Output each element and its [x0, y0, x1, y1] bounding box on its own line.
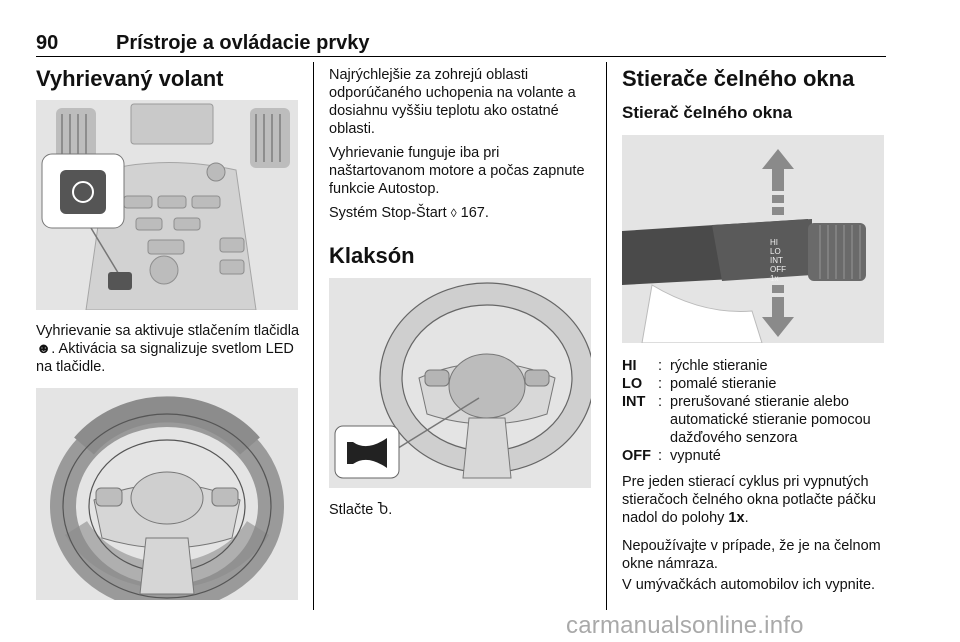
wiper-stalk-figure [622, 135, 884, 343]
header-rule [36, 56, 886, 57]
heated-wheel-paragraph-2: Najrýchlejšie za zohrejú oblasti odporúčaného uchopenia na volante a dosiahnu vyššiu teplotu ako ostatné oblasti. [329, 67, 576, 137]
watermark: carmanualsonline.info [566, 612, 804, 639]
heated-wheel-paragraph-3: Vyhrievanie funguje iba pri naštartovanom motore a počas zapnute funkcie Autostop. [329, 145, 585, 197]
chapter-title: Prístroje a ovládacie prvky [116, 32, 370, 54]
heated-wheel-paragraph-1: Vyhrievanie sa aktivuje stlačením tlačidla ☻. Aktivácia sa signalizuje svetlom LED na tlačidle. [36, 323, 300, 375]
stop-start-reference: Systém Stop-Štart ◊ 167. [329, 205, 489, 221]
wipers-paragraph-3: V umývačkách automobilov ich vypnite. [622, 577, 876, 593]
stalk-label-lo: LO [770, 247, 781, 256]
wipers-title: Stierače čelného okna [622, 66, 855, 91]
heated-wheel-figure [36, 388, 298, 600]
stalk-label-1x: 1x [770, 274, 779, 283]
horn-title: Klaksón [329, 243, 415, 268]
wipers-paragraph-1: Pre jeden stierací cyklus pri vypnutých stieračoch čelného okna potlačte páčku nadol do polohy 1x. [622, 474, 876, 526]
wiper-positions-list [622, 357, 892, 465]
stalk-label-hi: HI [770, 238, 778, 247]
wipers-subtitle: Stierač čelného okna [622, 103, 793, 122]
definition-row: LO : pomalé stieranie [622, 376, 777, 392]
column-divider-left [313, 62, 314, 610]
column-divider-right [606, 62, 607, 610]
page-reference-icon: ◊ [450, 206, 457, 220]
definition-row: INT : prerušované stieranie alebo automatické stieranie pomocou dažďového senzora [622, 394, 871, 446]
dashboard-button-figure [36, 100, 298, 310]
definition-row: OFF : vypnuté [622, 448, 721, 464]
horn-instruction: Stlačte Ⴆ. [329, 502, 393, 518]
heated-wheel-icon: ☻ [36, 341, 52, 357]
stalk-label-int: INT [770, 256, 783, 265]
horn-icon: Ⴆ [377, 502, 389, 518]
definition-row: HI : rýchle stieranie [622, 358, 768, 374]
heated-wheel-title: Vyhrievaný volant [36, 66, 224, 91]
page-number: 90 [36, 32, 59, 54]
stalk-label-off: OFF [770, 265, 786, 274]
wipers-paragraph-2: Nepoužívajte v prípade, že je na čelnom okne námraza. [622, 538, 881, 572]
horn-figure [329, 278, 591, 488]
